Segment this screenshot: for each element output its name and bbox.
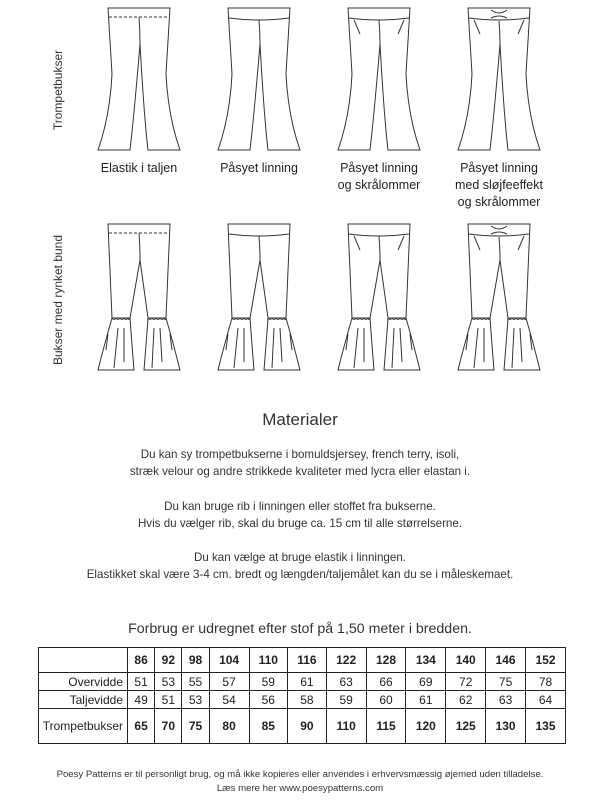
footer-website: Læs mere her www.poesypatterns.com: [216, 783, 384, 794]
materials-paragraph-fabrics: Du kan sy trompetbukserne i bomuldsjersey, french terry, isoli, stræk velour og andre strikkede kvaliteter med lycra eller elastan i.: [129, 448, 471, 478]
table-cell: 72: [446, 673, 486, 691]
ruffle-trousers-figure-waistband: [214, 222, 304, 374]
table-cell: 64: [526, 691, 566, 709]
ruffle-trousers-figure-slant-pockets: [334, 222, 424, 374]
table-cell: 62: [446, 691, 486, 709]
size-header-cell: 134: [406, 648, 446, 673]
size-header-cell: 128: [366, 648, 406, 673]
ruffle-trousers-figure-elastic: [94, 222, 184, 374]
table-cell: 59: [249, 673, 288, 691]
table-cell: 63: [486, 691, 526, 709]
table-row-overvidde: [39, 673, 566, 691]
caption-waistband: Påsyet linning: [220, 161, 298, 175]
footer-copyright: Poesy Patterns er til personligt brug, og må ikke kopieres eller anvendes i erhvervsmæssig øjemed uden tilladelse.: [56, 769, 544, 780]
caption-elastic: Elastik i taljen: [100, 161, 178, 175]
size-table: [38, 647, 566, 744]
trousers-figure-slant-pockets: [334, 6, 424, 154]
size-header-cell: 152: [526, 648, 566, 673]
table-cell: 130: [486, 709, 526, 744]
table-cell: 75: [486, 673, 526, 691]
table-cell: 57: [209, 673, 249, 691]
table-cell: 61: [288, 673, 327, 691]
table-cell: 65: [128, 709, 155, 744]
size-header-cell: 98: [182, 648, 209, 673]
table-cell: 49: [128, 691, 155, 709]
size-header-cell: 146: [486, 648, 526, 673]
table-cell: 115: [366, 709, 406, 744]
table-cell: 61: [406, 691, 446, 709]
table-cell: 53: [155, 673, 182, 691]
row-label-cell: Taljevidde: [39, 691, 128, 709]
ruffle-trousers-figure-bow-pockets: [454, 222, 544, 374]
table-header-row: [39, 648, 566, 673]
table-cell: 90: [288, 709, 327, 744]
table-cell: 59: [326, 691, 366, 709]
table-cell: 63: [326, 673, 366, 691]
size-header-cell: 104: [209, 648, 249, 673]
row-label-rynket-bund: Bukser med rynket bund: [51, 234, 65, 366]
table-corner-cell: [39, 648, 128, 673]
table-cell: 70: [155, 709, 182, 744]
table-cell: 53: [182, 691, 209, 709]
table-cell: 135: [526, 709, 566, 744]
size-header-cell: 140: [446, 648, 486, 673]
table-row-trompetbukser: [39, 709, 566, 744]
table-cell: 58: [288, 691, 327, 709]
trousers-figure-bow-pockets: [454, 6, 544, 154]
size-header-cell: 92: [155, 648, 182, 673]
table-cell: 125: [446, 709, 486, 744]
row-label-cell: Overvidde: [39, 673, 128, 691]
size-header-cell: 122: [326, 648, 366, 673]
table-title: Forbrug er udregnet efter stof på 1,50 meter i bredden.: [128, 621, 472, 637]
caption-slant-pockets: Påsyet linning og skrålommer: [337, 161, 421, 192]
materials-title: Materialer: [262, 410, 338, 429]
size-header-cell: 110: [249, 648, 288, 673]
row-label-cell: Trompetbukser: [39, 709, 128, 744]
table-cell: 54: [209, 691, 249, 709]
table-cell: 56: [249, 691, 288, 709]
materials-paragraph-rib: Du kan bruge rib i linningen eller stoffet fra bukserne. Hvis du vælger rib, skal du bruge ca. 15 cm til alle størrelserne.: [137, 500, 463, 530]
table-cell: 60: [366, 691, 406, 709]
table-cell: 75: [182, 709, 209, 744]
table-cell: 80: [209, 709, 249, 744]
table-cell: 110: [326, 709, 366, 744]
caption-bow-pockets: Påsyet linning med sløjfeeffekt og skrålommer: [454, 161, 543, 209]
materials-paragraph-elastic: Du kan vælge at bruge elastik i linningen. Elastikket skal være 3-4 cm. bredt og længden/taljemålet kan du se i måleskemaet.: [86, 551, 514, 581]
table-cell: 51: [155, 691, 182, 709]
row-label-trompetbukser: Trompetbukser: [51, 49, 65, 131]
trousers-figure-elastic: [94, 6, 184, 154]
table-cell: 78: [526, 673, 566, 691]
table-row-taljevidde: [39, 691, 566, 709]
table-cell: 51: [128, 673, 155, 691]
table-cell: 69: [406, 673, 446, 691]
size-header-cell: 116: [288, 648, 327, 673]
table-cell: 55: [182, 673, 209, 691]
size-header-cell: 86: [128, 648, 155, 673]
trousers-figure-waistband: [214, 6, 304, 154]
table-cell: 120: [406, 709, 446, 744]
table-cell: 85: [249, 709, 288, 744]
table-cell: 66: [366, 673, 406, 691]
